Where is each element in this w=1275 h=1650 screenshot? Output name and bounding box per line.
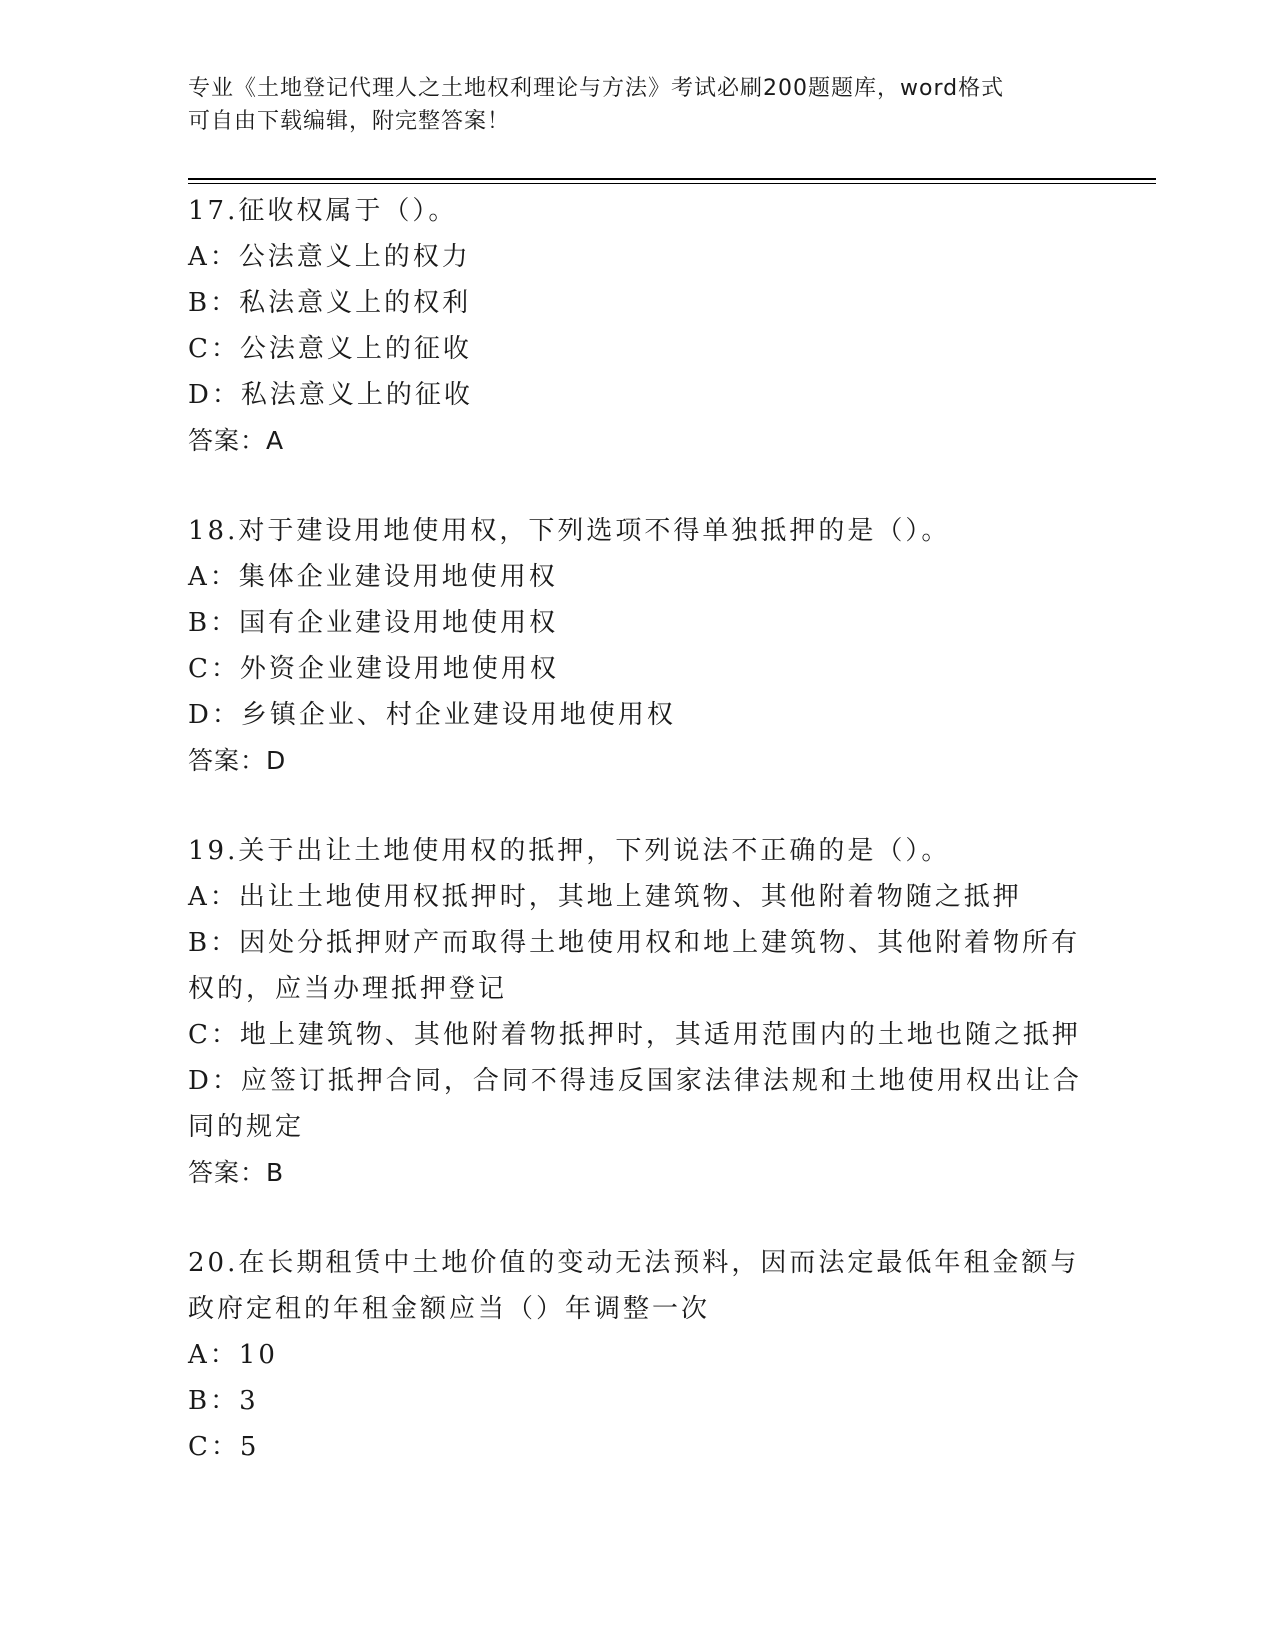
option-b: B：国有企业建设用地使用权 bbox=[188, 608, 559, 638]
answer-line: 答案：A bbox=[188, 426, 285, 455]
question-17 bbox=[188, 188, 1088, 464]
option-b: B：3 bbox=[188, 1386, 259, 1416]
option-b: B：私法意义上的权利 bbox=[188, 288, 472, 318]
option-a: A：10 bbox=[188, 1340, 278, 1370]
question-19 bbox=[188, 828, 1088, 1196]
answer-line: 答案：D bbox=[188, 746, 287, 775]
option-d: D：私法意义上的征收 bbox=[188, 380, 473, 410]
question-stem: 18.对于建设用地使用权，下列选项不得单独抵押的是（）。 bbox=[188, 516, 951, 546]
option-c: C：5 bbox=[188, 1432, 260, 1462]
option-b: B：因处分抵押财产而取得土地使用权和地上建筑物、其他附着物所有权的，应当办理抵押登记 bbox=[188, 928, 1081, 1004]
question-20 bbox=[188, 1240, 1088, 1470]
header-line-2: 可自由下载编辑，附完整答案！ bbox=[188, 109, 511, 134]
option-d: D：应签订抵押合同，合同不得违反国家法律法规和土地使用权出让合同的规定 bbox=[188, 1066, 1082, 1142]
header-rule-thick bbox=[188, 178, 1156, 180]
header-line-1: 专业《土地登记代理人之土地权利理论与方法》考试必刷200题题库，word格式 bbox=[188, 76, 1005, 101]
question-stem: 20.在长期租赁中土地价值的变动无法预料，因而法定最低年租金额与政府定租的年租金额应当（）年调整一次 bbox=[188, 1248, 1080, 1324]
option-c: C：外资企业建设用地使用权 bbox=[188, 654, 559, 684]
question-list bbox=[188, 188, 1088, 1514]
option-c: C：地上建筑物、其他附着物抵押时，其适用范围内的土地也随之抵押 bbox=[188, 1020, 1081, 1050]
option-a: A：集体企业建设用地使用权 bbox=[188, 562, 558, 592]
document-header bbox=[188, 72, 1068, 138]
header-rule-thin bbox=[188, 183, 1156, 184]
option-d: D：乡镇企业、村企业建设用地使用权 bbox=[188, 700, 676, 730]
option-a: A：公法意义上的权力 bbox=[188, 242, 471, 272]
question-stem: 19.关于出让土地使用权的抵押，下列说法不正确的是（）。 bbox=[188, 836, 951, 866]
question-stem: 17.征收权属于（）。 bbox=[188, 196, 458, 226]
answer-line: 答案：B bbox=[188, 1158, 285, 1187]
option-a: A：出让土地使用权抵押时，其地上建筑物、其他附着物随之抵押 bbox=[188, 882, 1022, 912]
question-18 bbox=[188, 508, 1088, 784]
option-c: C：公法意义上的征收 bbox=[188, 334, 472, 364]
